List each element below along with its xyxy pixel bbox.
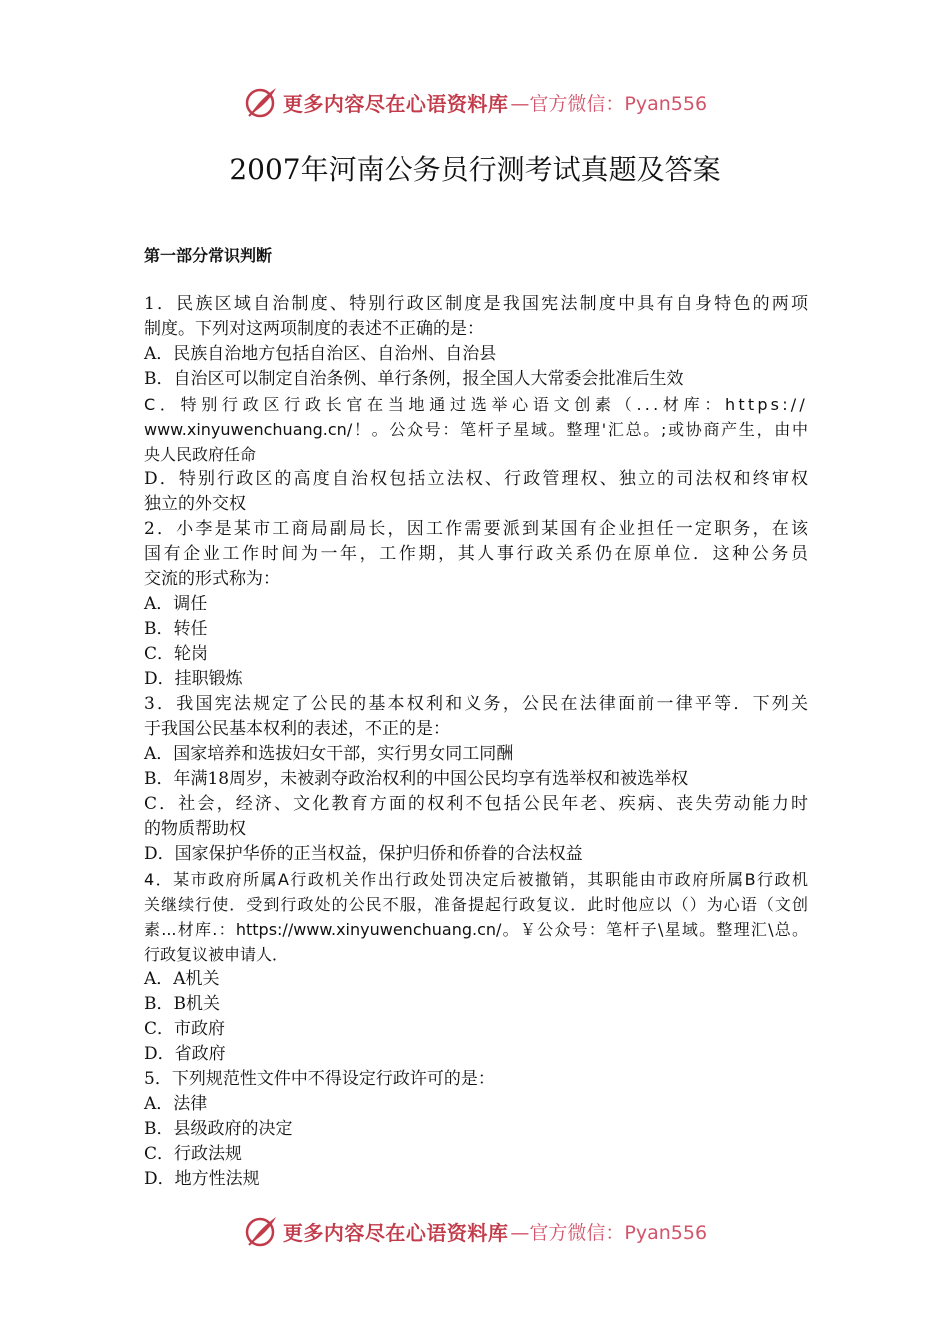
question-3-stem-line-2: 于我国公民基本权利的表述，不正的是： bbox=[144, 719, 450, 739]
question-3-option-c-line-1: C．社会，经济、文化教育方面的权利不包括公民年老、疾病、丧失劳动能力时 bbox=[144, 794, 808, 814]
quill-logo-icon bbox=[243, 84, 279, 120]
question-1-stem-line-2: 制度。下列对这两项制度的表述不正确的是： bbox=[144, 319, 484, 339]
question-4-stem-line-1: 4．某市政府所属A行政机关作出行政处罚决定后被撤销，其职能由市政府所属B行政机 bbox=[144, 870, 808, 889]
quill-logo-icon bbox=[243, 1213, 279, 1249]
question-1-option-d-line-2: 独立的外交权 bbox=[144, 494, 246, 514]
question-1-option-b: B．自治区可以制定自治条例、单行条例，报全国人大常委会批准后生效 bbox=[144, 369, 684, 389]
question-5-option-a: A．法律 bbox=[144, 1094, 208, 1114]
question-3-option-d: D．国家保护华侨的正当权益，保护归侨和侨眷的合法权益 bbox=[144, 844, 583, 864]
question-1-option-c-line-1: C．特别行政区行政长官在当地通过选举心语文创素（...材库：https:// bbox=[144, 395, 808, 414]
question-2-stem-line-3: 交流的形式称为： bbox=[144, 569, 280, 589]
document-title: 2007年河南公务员行测考试真题及答案 bbox=[229, 153, 721, 186]
question-4-option-c: C．市政府 bbox=[144, 1019, 226, 1039]
question-4-option-b: B．B机关 bbox=[144, 994, 220, 1014]
question-3-option-c-line-2: 的物质帮助权 bbox=[144, 819, 246, 839]
question-2-stem-line-1: 2．小李是某市工商局副局长，因工作需要派到某国有企业担任一定职务，在该 bbox=[144, 519, 808, 539]
question-3-option-a: A．国家培养和选拔妇女干部，实行男女同工同酬 bbox=[144, 744, 514, 764]
banner-wechat-text: —官方微信：Pyan556 bbox=[510, 92, 708, 115]
question-3-stem-line-1: 3．我国宪法规定了公民的基本权利和义务，公民在法律面前一律平等．下列关 bbox=[144, 694, 808, 714]
question-4-option-a: A．A机关 bbox=[144, 969, 220, 989]
footer-banner bbox=[0, 1209, 950, 1253]
question-3-option-b: B．年满18周岁，未被剥夺政治权利的中国公民均享有选举权和被选举权 bbox=[144, 769, 689, 789]
question-5-option-d: D．地方性法规 bbox=[144, 1169, 260, 1189]
document-body bbox=[144, 243, 808, 1192]
banner-wechat-text: —官方微信：Pyan556 bbox=[510, 1221, 708, 1244]
question-2-stem-line-2: 国有企业工作时间为一年，工作期，其人事行政关系仍在原单位．这种公务员 bbox=[144, 544, 808, 564]
question-1-stem-line-1: 1．民族区域自治制度、特别行政区制度是我国宪法制度中具有自身特色的两项 bbox=[144, 294, 808, 314]
question-2-option-a: A．调任 bbox=[144, 594, 208, 614]
question-4-stem-line-4: 行政复议被申请人． bbox=[144, 945, 289, 964]
question-5-option-b: B．县级政府的决定 bbox=[144, 1119, 293, 1139]
question-4-option-d: D．省政府 bbox=[144, 1044, 226, 1064]
question-1-option-c-line-3: 央人民政府任命 bbox=[144, 445, 257, 464]
banner-brand-text: 更多内容尽在心语资料库 bbox=[282, 1220, 509, 1245]
question-5-option-c: C．行政法规 bbox=[144, 1144, 243, 1164]
question-2-option-b: B．转任 bbox=[144, 619, 208, 639]
section-heading: 第一部分常识判断 bbox=[144, 246, 273, 265]
question-4-stem-line-3: 素...材库.：https://www.xinyuwenchuang.cn/。￥公众号：笔杆子\星域。整理汇\总。 bbox=[144, 920, 808, 939]
question-2-option-d: D．挂职锻炼 bbox=[144, 669, 243, 689]
question-1-option-d-line-1: D．特别行政区的高度自治权包括立法权、行政管理权、独立的司法权和终审权 bbox=[144, 469, 808, 489]
question-1-option-c-line-2: www.xinyuwenchuang.cn/！。公众号：笔杆子星域。整理'汇总。;或协商产生，由中 bbox=[144, 420, 808, 439]
question-2-option-c: C．轮岗 bbox=[144, 644, 209, 664]
question-1-option-a: A．民族自治地方包括自治区、自治州、自治县 bbox=[144, 344, 497, 364]
banner-brand-text: 更多内容尽在心语资料库 bbox=[282, 91, 509, 116]
header-banner bbox=[0, 80, 950, 124]
question-4-stem-line-2: 关继续行使．受到行政处的公民不服，准备提起行政复议．此时他应以（）为心语（文创 bbox=[144, 895, 808, 914]
question-5-stem: 5．下列规范性文件中不得设定行政许可的是： bbox=[144, 1069, 495, 1089]
